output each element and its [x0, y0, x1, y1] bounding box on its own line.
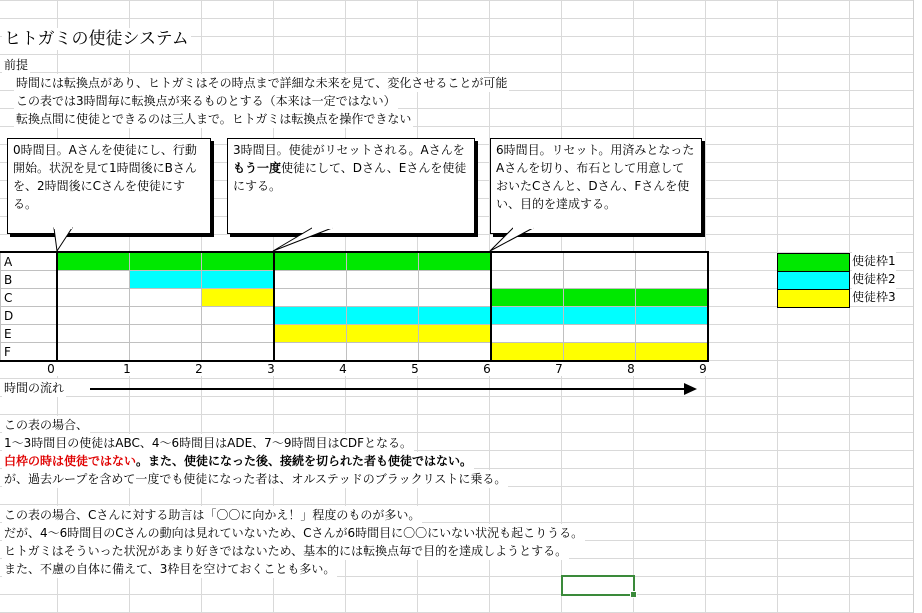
- note-1: この表の場合、: [4, 418, 89, 432]
- timeline-cell[interactable]: [129, 307, 201, 325]
- timeline-cell[interactable]: [563, 271, 635, 289]
- timeline-cell[interactable]: [201, 252, 274, 271]
- timeline-cell[interactable]: [563, 325, 635, 343]
- table-row: [1, 252, 708, 271]
- timeline-cell[interactable]: [346, 307, 418, 325]
- timeline-cell[interactable]: [491, 325, 564, 343]
- timeline-cell[interactable]: [418, 252, 491, 271]
- row-label: D: [1, 307, 57, 325]
- note-7: ヒトガミはそういった状況があまり好きではないため、基本的には転換点毎で目的を達成しようとする。: [4, 544, 568, 558]
- timeline-cell[interactable]: [129, 343, 201, 362]
- timeline-cell[interactable]: [635, 325, 708, 343]
- note-3: [2, 452, 474, 470]
- timeline-cell[interactable]: [274, 289, 347, 307]
- timeline-cell[interactable]: [129, 271, 201, 289]
- table-row: [1, 271, 708, 289]
- hour-tick-label: 0: [41, 362, 61, 376]
- timeline-cell[interactable]: [563, 289, 635, 307]
- callout-hour-3: [227, 138, 475, 234]
- row-label: A: [1, 252, 57, 271]
- apostle-timeline-table: [0, 251, 709, 362]
- timeline-cell[interactable]: [274, 271, 347, 289]
- timeline-cell[interactable]: [57, 325, 130, 343]
- timeline-cell[interactable]: [491, 289, 564, 307]
- hour-tick-label: 5: [405, 362, 425, 376]
- note-3-red: 白枠の時は使徒ではない: [4, 454, 137, 468]
- row-label: C: [1, 289, 57, 307]
- timeline-cell[interactable]: [346, 252, 418, 271]
- callout-hour-0: 0時間目。Aさんを使徒にし、行動開始。状況を見て1時間後にBさんを、2時間後にCさんを使徒にする。: [7, 138, 211, 234]
- timeline-cell[interactable]: [201, 307, 274, 325]
- note-5: この表の場合、Cさんに対する助言は「〇〇に向かえ！」程度のものが多い。: [4, 508, 421, 522]
- window-edge: [913, 0, 922, 613]
- timeline-cell[interactable]: [418, 325, 491, 343]
- timeline-cell[interactable]: [635, 252, 708, 271]
- legend-label-1: 使徒枠1: [852, 254, 896, 268]
- timeline-cell[interactable]: [129, 289, 201, 307]
- timeline-cell[interactable]: [346, 271, 418, 289]
- timeline-cell[interactable]: [635, 289, 708, 307]
- timeline-cell[interactable]: [635, 307, 708, 325]
- timeline-cell[interactable]: [57, 271, 130, 289]
- callout-hour-6-tail: [488, 228, 548, 253]
- note-8: また、不慮の自体に備えて、3枠目を空けておくことも多い。: [4, 562, 336, 576]
- sheet-title: ヒトガミの使徒システム: [4, 29, 189, 49]
- table-row: [1, 325, 708, 343]
- note-2: 1～3時間目の使徒はABC、4～6時間目はADE、7～9時間目はCDFとなる。: [4, 436, 412, 450]
- timeline-cell[interactable]: [563, 252, 635, 271]
- timeline-cell[interactable]: [57, 343, 130, 362]
- timeline-cell[interactable]: [346, 289, 418, 307]
- timeline-cell[interactable]: [418, 271, 491, 289]
- timeline-cell[interactable]: [491, 307, 564, 325]
- timeline-cell[interactable]: [57, 307, 130, 325]
- hour-tick-label: 3: [261, 362, 281, 376]
- callout-hour-6: 6時間目。リセット。用済みとなったAさんを切り、布石として用意しておいたCさんと、Dさん、Fさんを使い、目的を達成する。: [490, 138, 702, 234]
- callout-hour-3-tail: [270, 228, 340, 253]
- timeline-cell[interactable]: [57, 289, 130, 307]
- timeline-cell[interactable]: [418, 289, 491, 307]
- timeline-cell[interactable]: [563, 307, 635, 325]
- legend-swatch-3: [777, 289, 850, 308]
- table-row: [1, 307, 708, 325]
- timeline-cell[interactable]: [563, 343, 635, 362]
- timeline-cell[interactable]: [129, 325, 201, 343]
- timeline-cell[interactable]: [129, 252, 201, 271]
- timeline-cell[interactable]: [635, 271, 708, 289]
- table-row: [1, 289, 708, 307]
- timeline-cell[interactable]: [491, 271, 564, 289]
- callout-hour-0-tail: [50, 228, 80, 253]
- timeline-cell[interactable]: [346, 343, 418, 362]
- hour-tick-label: 7: [549, 362, 569, 376]
- hour-tick-label: 4: [333, 362, 353, 376]
- timeline-cell[interactable]: [274, 343, 347, 362]
- table-row: [1, 343, 708, 362]
- timeline-cell[interactable]: [635, 343, 708, 362]
- legend-swatch-2: [777, 271, 850, 290]
- timeline-cell[interactable]: [274, 307, 347, 325]
- fill-handle[interactable]: [630, 591, 637, 598]
- hour-tick-label: 8: [621, 362, 641, 376]
- timeline-cell[interactable]: [346, 325, 418, 343]
- timeline-cell[interactable]: [491, 252, 564, 271]
- timeline-cell[interactable]: [201, 271, 274, 289]
- row-label: F: [1, 343, 57, 362]
- timeline-cell[interactable]: [201, 325, 274, 343]
- note-4: が、過去ループを含めて一度でも使徒になった者は、オルステッドのブラックリストに乗る。: [4, 472, 507, 486]
- hour-tick-label: 2: [189, 362, 209, 376]
- timeline-cell[interactable]: [274, 325, 347, 343]
- timeline-cell[interactable]: [491, 343, 564, 362]
- premise-line-2: この表では3時間毎に転換点が来るものとする（本来は一定ではない）: [16, 94, 396, 108]
- callout-hour-3-emphasis: もう一度: [233, 161, 282, 175]
- time-arrow-icon: [90, 382, 698, 396]
- premise-heading: 前提: [4, 58, 29, 72]
- timeline-cell[interactable]: [201, 343, 274, 362]
- hour-tick-label: 6: [477, 362, 497, 376]
- timeline-cell[interactable]: [57, 252, 130, 271]
- callout-hour-3-text-b: 使徒にして、Dさん、Eさんを使徒にする。: [233, 161, 467, 193]
- row-label: B: [1, 271, 57, 289]
- hour-tick-label: 9: [693, 362, 713, 376]
- legend-label-3: 使徒枠3: [852, 290, 896, 304]
- callout-hour-3-text-a: 3時間目。使徒がリセットされる。Aさんを: [233, 143, 465, 157]
- row-label: E: [1, 325, 57, 343]
- note-3-rest: 。また、使徒になった後、接続を切られた者も使徒ではない。: [136, 454, 473, 468]
- timeline-cell[interactable]: [418, 307, 491, 325]
- active-cell-cursor[interactable]: [561, 575, 635, 596]
- hour-tick-label: 1: [117, 362, 137, 376]
- premise-line-1: 時間には転換点があり、ヒトガミはその時点まで詳細な未来を見て、変化させることが可能: [16, 76, 508, 90]
- timeline-cell[interactable]: [274, 252, 347, 271]
- axis-label: 時間の流れ: [4, 381, 65, 395]
- timeline-cell[interactable]: [418, 343, 491, 362]
- premise-line-3: 転換点間に使徒とできるのは三人まで。ヒトガミは転換点を操作できない: [16, 112, 412, 126]
- timeline-cell[interactable]: [201, 289, 274, 307]
- legend-label-2: 使徒枠2: [852, 272, 896, 286]
- note-6: だが、4～6時間目のCさんの動向は見れていないため、Cさんが6時間目に〇〇にいない状況も起こりうる。: [4, 526, 584, 540]
- legend-swatch-1: [777, 253, 850, 272]
